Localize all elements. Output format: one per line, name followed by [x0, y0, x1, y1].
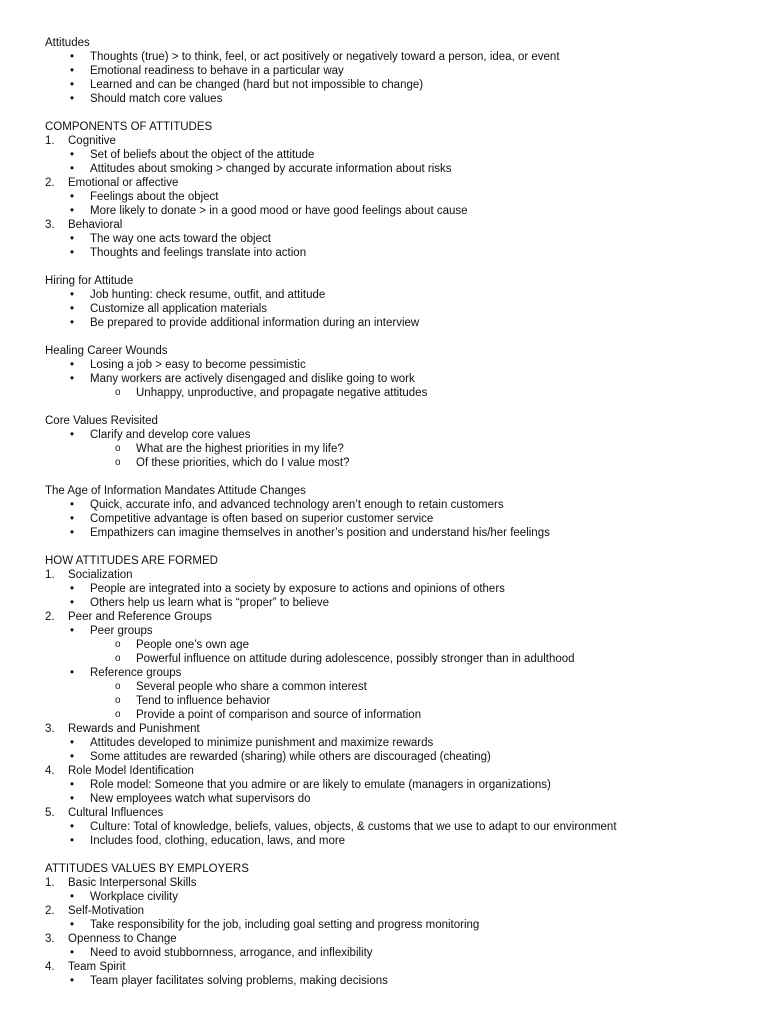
numbered-item-text: Cognitive [68, 135, 116, 147]
section-spacer [45, 848, 745, 862]
sub-bullet-item [45, 652, 745, 666]
bullet-icon: • [70, 65, 75, 77]
bullet-icon: • [70, 597, 75, 609]
circle-bullet-icon: o [115, 681, 121, 692]
bullet-icon: • [70, 793, 75, 805]
bullet-item-text: More likely to donate > in a good mood or have good feelings about cause [90, 205, 468, 217]
heading-text: COMPONENTS OF ATTITUDES [45, 121, 213, 133]
bullet-item-text: Role model: Someone that you admire or are likely to emulate (managers in organizations) [90, 779, 551, 791]
bullet-icon: • [70, 359, 75, 371]
sub-bullet-item [45, 680, 745, 694]
bullet-item [45, 582, 745, 596]
bullet-item-text: Customize all application materials [90, 303, 268, 315]
sub-bullet-item [45, 442, 745, 456]
bullet-item-text: Peer groups [90, 625, 153, 637]
circle-bullet-icon: o [115, 443, 121, 454]
bullet-icon: • [70, 233, 75, 245]
bullet-item [45, 946, 745, 960]
numbered-item [45, 932, 745, 946]
numbered-item-text: Socialization [68, 569, 133, 581]
bullet-icon: • [70, 737, 75, 749]
bullet-item [45, 890, 745, 904]
bullet-item [45, 596, 745, 610]
bullet-icon: • [70, 583, 75, 595]
heading-text: Healing Career Wounds [45, 345, 168, 357]
bullet-item-text: Attitudes about smoking > changed by accurate information about risks [90, 163, 452, 175]
bullet-icon: • [70, 919, 75, 931]
bullet-item [45, 918, 745, 932]
bullet-icon: • [70, 317, 75, 329]
bullet-icon: • [70, 821, 75, 833]
bullet-icon: • [70, 51, 75, 63]
document-body [45, 36, 745, 988]
bullet-item [45, 792, 745, 806]
bullet-item [45, 302, 745, 316]
circle-bullet-icon: o [115, 387, 121, 398]
bullet-icon: • [70, 527, 75, 539]
item-number: 1. [45, 569, 55, 581]
sub-bullet-item-text: Tend to influence behavior [136, 695, 271, 707]
bullet-item-text: Attitudes developed to minimize punishment and maximize rewards [90, 737, 434, 749]
bullet-item-text: Some attitudes are rewarded (sharing) while others are discouraged (cheating) [90, 751, 491, 763]
circle-bullet-icon: o [115, 695, 121, 706]
section-spacer [45, 106, 745, 120]
bullet-icon: • [70, 751, 75, 763]
heading-text: The Age of Information Mandates Attitude Changes [45, 485, 306, 497]
bullet-item [45, 820, 745, 834]
bullet-icon: • [70, 163, 75, 175]
heading-text: ATTITUDES VALUES BY EMPLOYERS [45, 863, 249, 875]
bullet-item-text: Emotional readiness to behave in a particular way [90, 65, 344, 77]
item-number: 3. [45, 723, 55, 735]
bullet-item-text: Includes food, clothing, education, laws, and more [90, 835, 346, 847]
numbered-item [45, 134, 745, 148]
numbered-item-text: Team Spirit [68, 961, 126, 973]
heading-text: Attitudes [45, 37, 90, 49]
bullet-icon: • [70, 79, 75, 91]
bullet-item [45, 666, 745, 680]
bullet-icon: • [70, 667, 75, 679]
bullet-icon: • [70, 947, 75, 959]
bullet-item [45, 526, 745, 540]
bullet-icon: • [70, 975, 75, 987]
bullet-item-text: Thoughts (true) > to think, feel, or act positively or negatively toward a person, idea, or event [90, 51, 560, 63]
section-heading [45, 36, 745, 50]
bullet-item-text: Need to avoid stubbornness, arrogance, and inflexibility [90, 947, 373, 959]
bullet-icon: • [70, 429, 75, 441]
bullet-icon: • [70, 891, 75, 903]
bullet-item [45, 78, 745, 92]
numbered-item-text: Role Model Identification [68, 765, 194, 777]
numbered-item-text: Self-Motivation [68, 905, 145, 917]
bullet-icon: • [70, 205, 75, 217]
bullet-item [45, 778, 745, 792]
sub-bullet-item-text: Unhappy, unproductive, and propagate negative attitudes [136, 387, 428, 399]
bullet-item-text: Competitive advantage is often based on superior customer service [90, 513, 434, 525]
bullet-item-text: The way one acts toward the object [90, 233, 271, 245]
bullet-item-text: Set of beliefs about the object of the attitude [90, 149, 315, 161]
bullet-item-text: Job hunting: check resume, outfit, and attitude [90, 289, 326, 301]
heading-text: Hiring for Attitude [45, 275, 134, 287]
sub-bullet-item [45, 386, 745, 400]
bullet-item-text: Many workers are actively disengaged and dislike going to work [90, 373, 415, 385]
bullet-item-text: Team player facilitates solving problems, making decisions [90, 975, 388, 987]
bullet-item [45, 428, 745, 442]
numbered-item [45, 218, 745, 232]
bullet-item [45, 162, 745, 176]
bullet-icon: • [70, 93, 75, 105]
circle-bullet-icon: o [115, 653, 121, 664]
circle-bullet-icon: o [115, 457, 121, 468]
numbered-item [45, 610, 745, 624]
section-heading [45, 862, 745, 876]
bullet-item [45, 736, 745, 750]
bullet-icon: • [70, 779, 75, 791]
bullet-item-text: Should match core values [90, 93, 223, 105]
item-number: 5. [45, 807, 55, 819]
bullet-icon: • [70, 149, 75, 161]
bullet-item [45, 750, 745, 764]
item-number: 1. [45, 135, 55, 147]
item-number: 4. [45, 765, 55, 777]
sub-bullet-item [45, 638, 745, 652]
section-heading [45, 274, 745, 288]
numbered-item-text: Emotional or affective [68, 177, 179, 189]
bullet-item [45, 834, 745, 848]
bullet-item [45, 64, 745, 78]
item-number: 2. [45, 611, 55, 623]
bullet-item-text: Reference groups [90, 667, 182, 679]
circle-bullet-icon: o [115, 639, 121, 650]
bullet-item [45, 246, 745, 260]
numbered-item [45, 176, 745, 190]
bullet-item-text: Empathizers can imagine themselves in another’s position and understand his/her feelings [90, 527, 550, 539]
bullet-item [45, 498, 745, 512]
numbered-item [45, 568, 745, 582]
sub-bullet-item [45, 456, 745, 470]
bullet-item-text: Feelings about the object [90, 191, 219, 203]
item-number: 3. [45, 933, 55, 945]
numbered-item-text: Openness to Change [68, 933, 177, 945]
bullet-item-text: New employees watch what supervisors do [90, 793, 311, 805]
sub-bullet-item-text: Provide a point of comparison and source of information [136, 709, 422, 721]
sub-bullet-item-text: Of these priorities, which do I value most? [136, 457, 350, 469]
numbered-item-text: Peer and Reference Groups [68, 611, 212, 623]
bullet-item [45, 92, 745, 106]
numbered-item [45, 722, 745, 736]
bullet-item-text: Take responsibility for the job, including goal setting and progress monitoring [90, 919, 480, 931]
section-heading [45, 484, 745, 498]
bullet-icon: • [70, 289, 75, 301]
section-spacer [45, 330, 745, 344]
sub-bullet-item [45, 708, 745, 722]
item-number: 2. [45, 177, 55, 189]
bullet-icon: • [70, 191, 75, 203]
bullet-item [45, 512, 745, 526]
numbered-item-text: Cultural Influences [68, 807, 164, 819]
bullet-item [45, 190, 745, 204]
item-number: 1. [45, 877, 55, 889]
numbered-item [45, 876, 745, 890]
sub-bullet-item-text: What are the highest priorities in my life? [136, 443, 344, 455]
section-spacer [45, 260, 745, 274]
bullet-item [45, 204, 745, 218]
sub-bullet-item-text: Several people who share a common interest [136, 681, 367, 693]
item-number: 2. [45, 905, 55, 917]
bullet-item [45, 974, 745, 988]
heading-text: Core Values Revisited [45, 415, 158, 427]
section-heading [45, 554, 745, 568]
section-spacer [45, 470, 745, 484]
section-heading [45, 344, 745, 358]
section-spacer [45, 540, 745, 554]
sub-bullet-item-text: People one’s own age [136, 639, 249, 651]
numbered-item-text: Rewards and Punishment [68, 723, 200, 735]
section-heading [45, 414, 745, 428]
bullet-icon: • [70, 835, 75, 847]
bullet-item [45, 358, 745, 372]
numbered-item-text: Behavioral [68, 219, 123, 231]
bullet-item-text: Losing a job > easy to become pessimistic [90, 359, 306, 371]
numbered-item [45, 764, 745, 778]
bullet-item-text: Be prepared to provide additional information during an interview [90, 317, 420, 329]
numbered-item [45, 904, 745, 918]
bullet-item [45, 288, 745, 302]
bullet-item-text: Learned and can be changed (hard but not impossible to change) [90, 79, 424, 91]
bullet-item [45, 372, 745, 386]
bullet-item-text: Clarify and develop core values [90, 429, 251, 441]
bullet-item-text: People are integrated into a society by exposure to actions and opinions of others [90, 583, 505, 595]
bullet-item-text: Culture: Total of knowledge, beliefs, values, objects, & customs that we use to adapt to our environment [90, 821, 617, 833]
numbered-item-text: Basic Interpersonal Skills [68, 877, 197, 889]
bullet-icon: • [70, 303, 75, 315]
bullet-item-text: Workplace civility [90, 891, 178, 903]
bullet-item-text: Quick, accurate info, and advanced technology aren’t enough to retain customers [90, 499, 504, 511]
bullet-item-text: Thoughts and feelings translate into action [90, 247, 307, 259]
bullet-icon: • [70, 499, 75, 511]
section-heading [45, 120, 745, 134]
bullet-item [45, 316, 745, 330]
bullet-item [45, 50, 745, 64]
section-spacer [45, 400, 745, 414]
bullet-icon: • [70, 247, 75, 259]
numbered-item [45, 806, 745, 820]
bullet-item [45, 232, 745, 246]
item-number: 3. [45, 219, 55, 231]
sub-bullet-item-text: Powerful influence on attitude during adolescence, possibly stronger than in adulthood [136, 653, 575, 665]
bullet-icon: • [70, 373, 75, 385]
bullet-icon: • [70, 513, 75, 525]
numbered-item [45, 960, 745, 974]
sub-bullet-item [45, 694, 745, 708]
circle-bullet-icon: o [115, 709, 121, 720]
bullet-item [45, 148, 745, 162]
bullet-item [45, 624, 745, 638]
item-number: 4. [45, 961, 55, 973]
bullet-icon: • [70, 625, 75, 637]
heading-text: HOW ATTITUDES ARE FORMED [45, 555, 218, 567]
bullet-item-text: Others help us learn what is “proper” to believe [90, 597, 330, 609]
